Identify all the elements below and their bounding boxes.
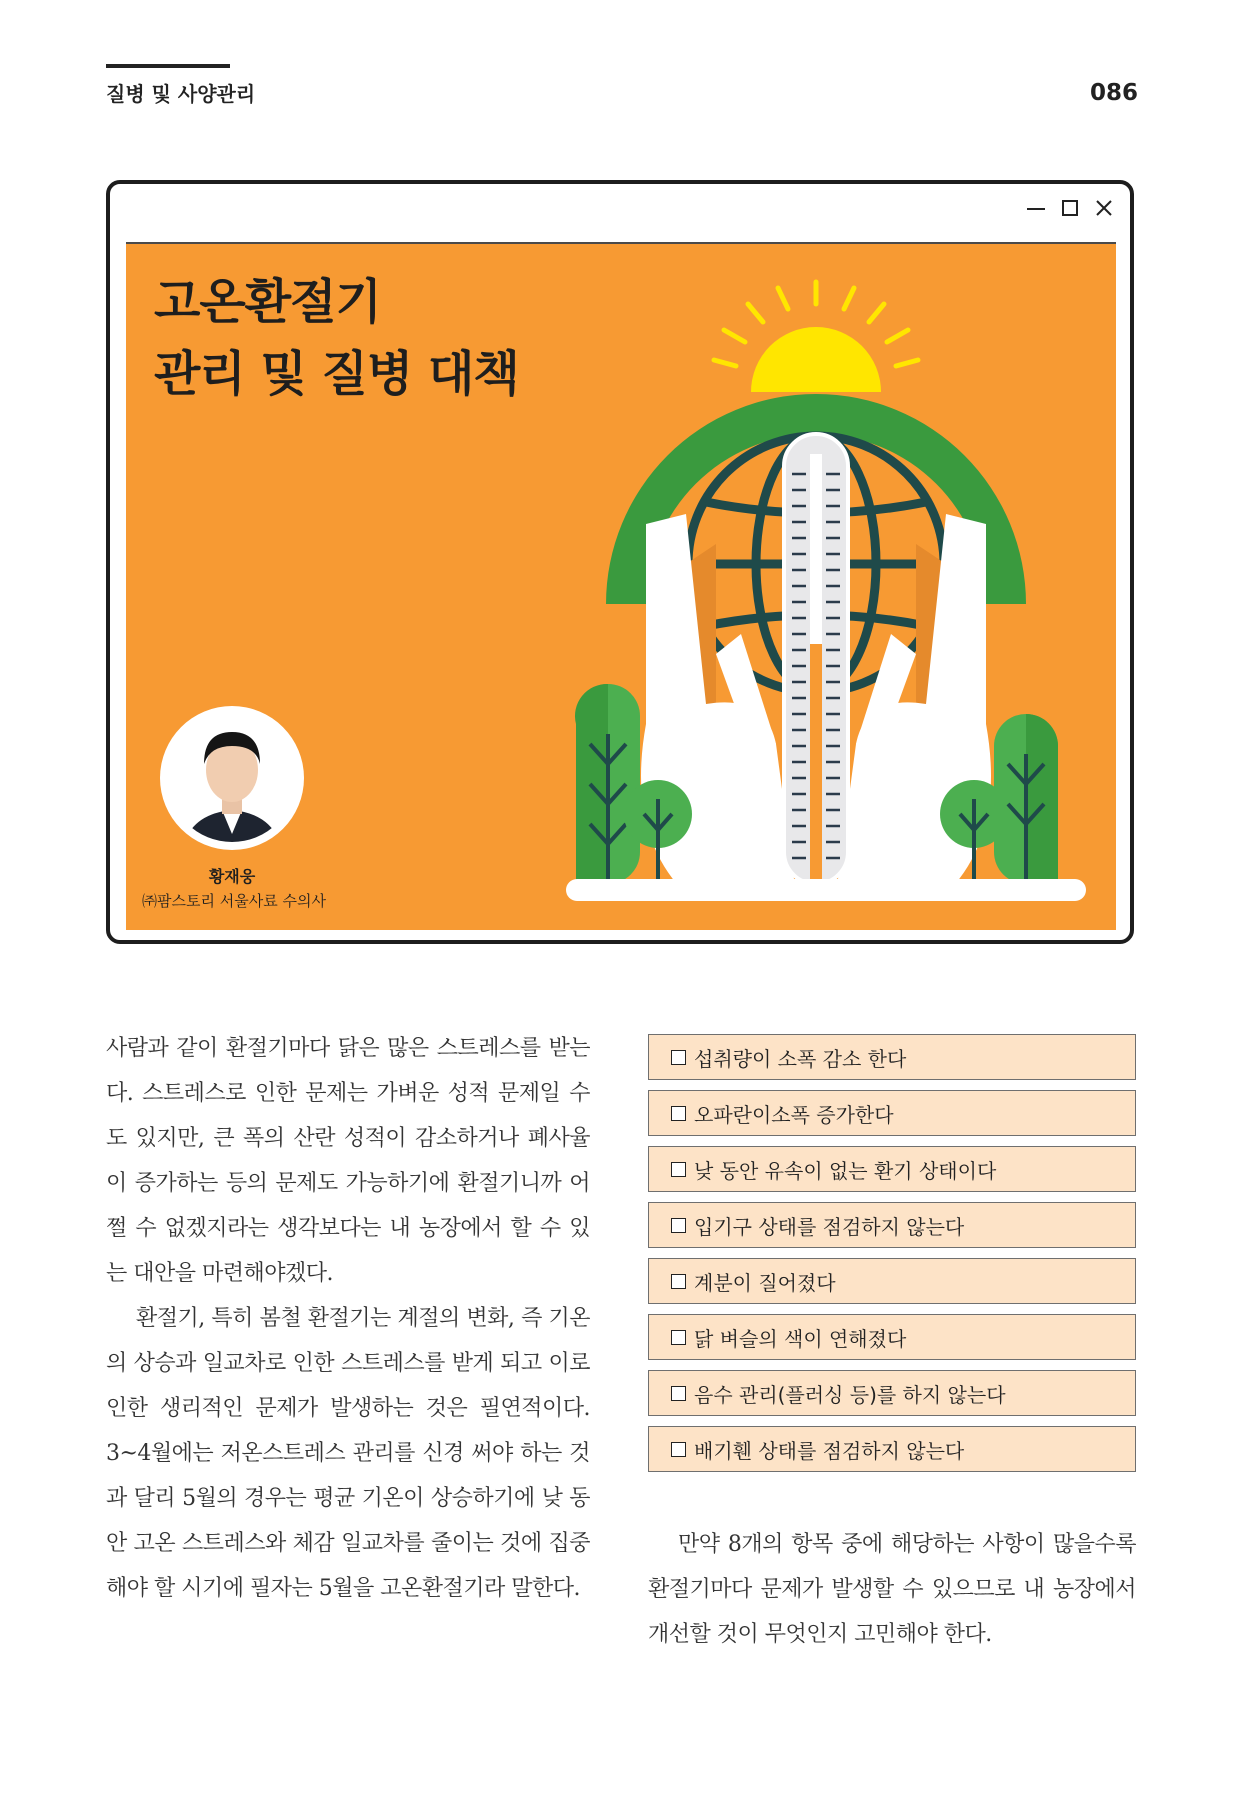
checkbox-icon[interactable] xyxy=(671,1386,686,1401)
close-icon[interactable] xyxy=(1092,196,1116,220)
checklist-item-label: 섭취량이 소폭 감소 한다 xyxy=(694,1046,907,1071)
tree-left-tall xyxy=(575,684,640,884)
banner-title-line-1: 고온환절기 xyxy=(154,274,381,330)
checkbox-icon[interactable] xyxy=(671,1442,686,1457)
checklist xyxy=(648,1034,1136,1482)
checklist-item-label: 음수 관리(플러싱 등)를 하지 않는다 xyxy=(694,1382,1006,1407)
checkbox-icon[interactable] xyxy=(671,1218,686,1233)
author-avatar xyxy=(160,706,304,850)
article-banner xyxy=(126,242,1116,930)
banner-title xyxy=(154,266,519,410)
section-title: 질병 및 사양관리 xyxy=(106,82,256,106)
ground xyxy=(566,879,1086,901)
checklist-item-label: 배기휀 상태를 점검하지 않는다 xyxy=(694,1438,965,1463)
checklist-item-label: 닭 벼슬의 색이 연해졌다 xyxy=(694,1326,907,1351)
checklist-item[interactable] xyxy=(648,1146,1136,1192)
checklist-item-label: 입기구 상태를 점검하지 않는다 xyxy=(694,1214,965,1239)
page-number: 086 xyxy=(1090,80,1139,106)
checkbox-icon[interactable] xyxy=(671,1106,686,1121)
checkbox-icon[interactable] xyxy=(671,1162,686,1177)
checkbox-icon[interactable] xyxy=(671,1050,686,1065)
checklist-item[interactable] xyxy=(648,1090,1136,1136)
conclusion-text xyxy=(648,1522,1136,1657)
body-paragraph: 사람과 같이 환절기마다 닭은 많은 스트레스를 받는다. 스트레스로 인한 문제는 가벼운 성적 문제일 수도 있지만, 큰 폭의 산란 성적이 감소하거나 폐사율이 증가하는 등의 문제도 가능하기에 환절기니까 어쩔 수 없겠지라는 생각보다는 내 농장에서 할 수 있는 대안을 마련해야겠다. xyxy=(106,1036,590,1286)
checkbox-icon[interactable] xyxy=(671,1274,686,1289)
maximize-icon[interactable] xyxy=(1058,196,1082,220)
checklist-item[interactable] xyxy=(648,1258,1136,1304)
window-controls xyxy=(1024,196,1116,220)
illustration-window xyxy=(106,180,1134,944)
checklist-item[interactable] xyxy=(648,1314,1136,1360)
checklist-item[interactable] xyxy=(648,1034,1136,1080)
thermometer xyxy=(784,434,848,884)
body-paragraph: 환절기, 특히 봄철 환절기는 계절의 변화, 즉 기온의 상승과 일교차로 인한 스트레스를 받게 되고 이로 인한 생리적인 문제가 발생하는 것은 필연적이다. 3~4월에는 저온스트레스 관리를 신경 써야 하는 것과 달리 5월의 경우는 평균 기온이 상승하기에 낮 동안 고온 스트레스와 체감 일교차를 줄이는 것에 집중해야 할 시기에 필자는 5월을 고온환절기라 말한다. xyxy=(106,1306,590,1601)
body-text-column xyxy=(106,1026,590,1611)
author-name: 황재웅 xyxy=(208,867,256,886)
checklist-item[interactable] xyxy=(648,1370,1136,1416)
checklist-item-label: 오파란이소폭 증가한다 xyxy=(694,1102,894,1127)
sun xyxy=(751,327,881,392)
minimize-icon[interactable] xyxy=(1024,196,1048,220)
header-rule xyxy=(106,64,230,68)
checkbox-icon[interactable] xyxy=(671,1330,686,1345)
author-affiliation: ㈜팜스토리 서울사료 수의사 xyxy=(142,892,326,910)
tree-right-tall xyxy=(994,714,1058,884)
checklist-item-label: 낮 동안 유속이 없는 환기 상태이다 xyxy=(694,1158,997,1183)
conclusion-paragraph: 만약 8개의 항목 중에 해당하는 사항이 많을수록 환절기마다 문제가 발생할 수 있으므로 내 농장에서 개선할 것이 무엇인지 고민해야 한다. xyxy=(648,1532,1136,1647)
thermometer-globe-illustration xyxy=(566,274,1086,914)
banner-title-line-2: 관리 및 질병 대책 xyxy=(154,346,519,402)
checklist-item[interactable] xyxy=(648,1202,1136,1248)
checklist-item-label: 계분이 질어졌다 xyxy=(694,1270,836,1295)
checklist-item[interactable] xyxy=(648,1426,1136,1472)
